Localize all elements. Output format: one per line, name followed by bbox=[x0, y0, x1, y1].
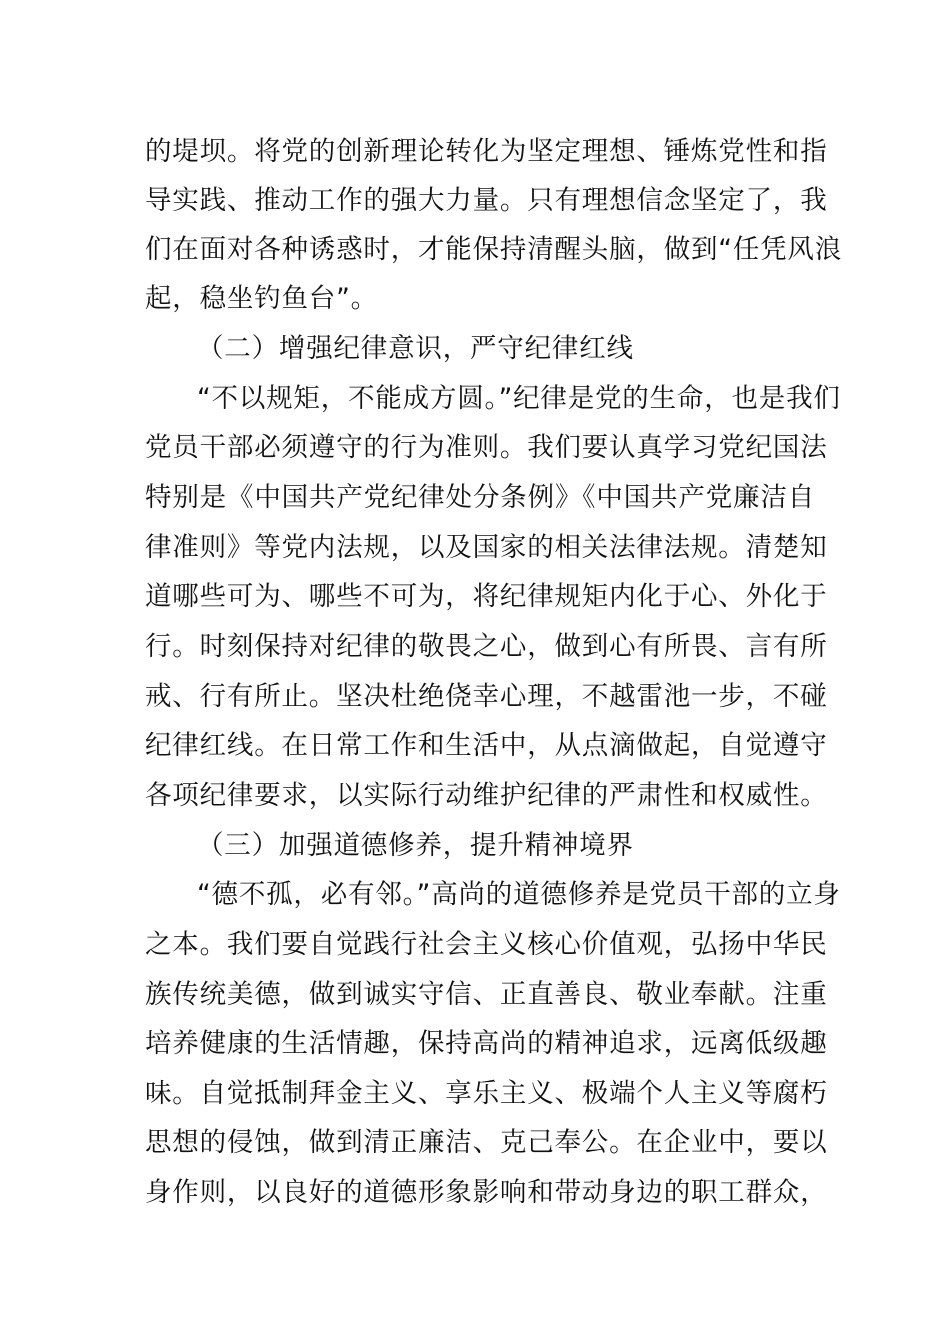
paragraph-line: 起，稳坐钓鱼台”。 bbox=[145, 283, 378, 314]
paragraph-line: 味。自觉抵制拜金主义、享乐主义、极端个人主义等腐朽 bbox=[145, 1078, 828, 1109]
section-heading: （三）加强道德修养，提升精神境界 bbox=[197, 830, 634, 861]
paragraph-line: 的堤坝。将党的创新理论转化为坚定理想、锤炼党性和指 bbox=[145, 136, 828, 167]
paragraph-line: 们在面对各种诱惑时，才能保持清醒头脑，做到“任凭风浪 bbox=[145, 234, 843, 265]
paragraph-line: 党员干部必须遵守的行为准则。我们要认真学习党纪国法 bbox=[145, 432, 828, 463]
paragraph-line: 特别是《中国共产党纪律处分条例》《中国共产党廉洁自 bbox=[145, 482, 815, 513]
paragraph-line: 族传统美德，做到诚实守信、正直善良、敬业奉献。注重 bbox=[145, 979, 828, 1010]
paragraph-line: 戒、行有所止。坚决杜绝侥幸心理，不越雷池一步，不碰 bbox=[145, 681, 828, 712]
paragraph-line: “不以规矩，不能成方圆。”纪律是党的生命，也是我们 bbox=[197, 383, 841, 414]
paragraph-line: 律准则》等党内法规，以及国家的相关法律法规。清楚知 bbox=[145, 532, 828, 563]
paragraph-line: 身作则，以良好的道德形象影响和带动身边的职工群众， bbox=[145, 1177, 828, 1208]
paragraph-line: 思想的侵蚀，做到清正廉洁、克己奉公。在企业中，要以 bbox=[145, 1127, 828, 1158]
paragraph-line: 各项纪律要求，以实际行动维护纪律的严肃性和权威性。 bbox=[145, 780, 828, 811]
paragraph-line: 培养健康的生活情趣，保持高尚的精神追求，远离低级趣 bbox=[145, 1028, 828, 1059]
paragraph-line: 道哪些可为、哪些不可为，将纪律规矩内化于心、外化于 bbox=[145, 581, 828, 612]
paragraph-line: 之本。我们要自觉践行社会主义核心价值观，弘扬中华民 bbox=[145, 929, 828, 960]
paragraph-line: 导实践、推动工作的强大力量。只有理想信念坚定了，我 bbox=[145, 185, 828, 216]
paragraph-line: 纪律红线。在日常工作和生活中，从点滴做起，自觉遵守 bbox=[145, 730, 828, 761]
paragraph-line: “德不孤，必有邻。”高尚的道德修养是党员干部的立身 bbox=[197, 879, 841, 910]
section-heading: （二）增强纪律意识，严守纪律红线 bbox=[197, 333, 634, 364]
paragraph-line: 行。时刻保持对纪律的敬畏之心，做到心有所畏、言有所 bbox=[145, 631, 828, 662]
